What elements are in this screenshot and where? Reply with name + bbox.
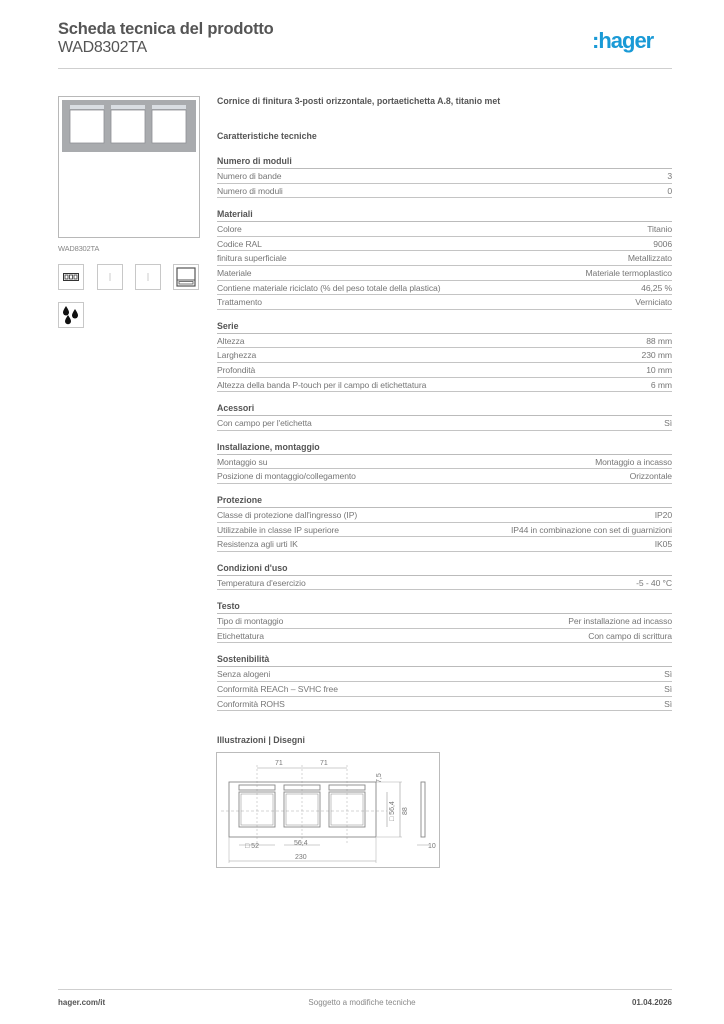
spec-row <box>217 455 672 470</box>
spec-value: 0 <box>667 185 672 196</box>
spec-value: Sì <box>664 698 672 709</box>
spec-row <box>217 237 672 252</box>
header-divider <box>58 68 672 69</box>
spec-row <box>217 508 672 523</box>
product-code: WAD8302TA <box>58 39 147 56</box>
spec-label: Resistenza agli urti IK <box>217 539 298 550</box>
spec-row <box>217 295 672 310</box>
spec-row <box>217 281 672 296</box>
spec-value: Sì <box>664 684 672 695</box>
spec-value: 10 mm <box>646 364 672 375</box>
spec-label: Numero di bande <box>217 171 282 181</box>
dim-inner-square: □ 56,4 <box>389 801 396 821</box>
spec-section-title: Condizioni d'uso <box>217 562 672 576</box>
spec-section-title: Protezione <box>217 494 672 508</box>
spec-row <box>217 222 672 237</box>
spec-row <box>217 363 672 378</box>
dim-inner-width: 56,4 <box>294 840 308 847</box>
spec-label: Materiale <box>217 267 252 278</box>
technical-drawing <box>216 752 440 868</box>
spec-row <box>217 667 672 682</box>
spec-label: Montaggio su <box>217 456 268 467</box>
label-holder-frame-icon <box>173 264 199 290</box>
spec-label: Tipo di montaggio <box>217 616 284 627</box>
spec-value: Materiale termoplastico <box>585 267 672 278</box>
spec-section <box>217 155 672 198</box>
spec-label: Conformità ROHS <box>217 698 285 709</box>
spec-label: Profondità <box>217 364 256 375</box>
spec-value: Metallizzato <box>627 253 672 264</box>
spec-row <box>217 576 672 591</box>
three-gang-frame-illustration <box>59 97 199 237</box>
spec-row <box>217 523 672 538</box>
dim-label-band: 7,5 <box>376 773 383 783</box>
spec-value: 230 mm <box>641 350 672 361</box>
spec-section-title: Serie <box>217 320 672 334</box>
spec-row <box>217 537 672 552</box>
specs-table <box>217 155 672 721</box>
spec-section <box>217 208 672 310</box>
footer-website-link[interactable]: hager.com/it <box>58 998 106 1007</box>
spec-row <box>217 266 672 281</box>
spec-section-title: Materiali <box>217 208 672 222</box>
spec-value: 9006 <box>653 238 672 249</box>
spec-row <box>217 251 672 266</box>
spec-value: Per installazione ad incasso <box>568 616 672 627</box>
spec-label: Utilizzabile in classe IP superiore <box>217 524 339 535</box>
footer-date: 01.04.2026 <box>631 998 672 1007</box>
spec-row <box>217 682 672 697</box>
spec-label: Altezza della banda P-touch per il campo di etichettatura <box>217 379 427 390</box>
spec-section <box>217 320 672 392</box>
spec-value: 6 mm <box>650 379 672 390</box>
spec-value: 88 mm <box>646 335 672 346</box>
water-drops-icon <box>58 302 84 328</box>
blank-module-icon <box>97 264 123 290</box>
hager-logo: :hager <box>592 28 654 53</box>
spec-section-title: Testo <box>217 600 672 614</box>
spec-label: Contiene materiale riciclato (% del peso totale della plastica) <box>217 282 441 293</box>
spec-value: Sì <box>664 669 672 680</box>
spec-value: Titanio <box>647 224 672 235</box>
spec-row <box>217 629 672 644</box>
spec-row <box>217 378 672 393</box>
dim-height: 88 <box>402 807 409 815</box>
illustrations-heading: Illustrazioni | Disegni <box>217 735 305 745</box>
spec-row <box>217 348 672 363</box>
spec-label: Codice RAL <box>217 238 262 249</box>
spec-section-title: Numero di moduli <box>217 155 672 169</box>
spec-section <box>217 562 672 591</box>
spec-section-title: Installazione, montaggio <box>217 441 672 455</box>
dim-pitch-1: 71 <box>275 760 283 767</box>
spec-row <box>217 416 672 431</box>
spec-section <box>217 402 672 431</box>
blank-module-icon <box>135 264 161 290</box>
spec-section-title: Sostenibilità <box>217 653 672 667</box>
spec-label: Trattamento <box>217 297 262 308</box>
dim-total-width: 230 <box>295 854 307 861</box>
spec-label: Altezza <box>217 335 245 346</box>
spec-label: Posizione di montaggio/collegamento <box>217 471 356 482</box>
product-description: Cornice di finitura 3-posti orizzontale, portaetichetta A.8, titanio met <box>217 96 501 106</box>
page-title: Scheda tecnica del prodotto <box>58 20 274 38</box>
image-caption: WAD8302TA <box>58 244 100 253</box>
spec-label: Larghezza <box>217 350 257 361</box>
spec-label: Con campo per l'etichetta <box>217 418 312 429</box>
spec-value: Orizzontale <box>629 471 672 482</box>
dim-pitch-2: 71 <box>320 760 328 767</box>
spec-row <box>217 614 672 629</box>
spec-value: 46,25 % <box>641 282 672 293</box>
spec-label: Senza alogeni <box>217 669 271 680</box>
spec-section-title: Acessori <box>217 402 672 416</box>
spec-row <box>217 469 672 484</box>
spec-label: finitura superficiale <box>217 253 287 264</box>
spec-value: Montaggio a incasso <box>595 456 672 467</box>
product-image <box>58 96 200 238</box>
footer-note: Soggetto a modifiche tecniche <box>308 998 416 1007</box>
spec-value: Sì <box>664 418 672 429</box>
spec-section <box>217 494 672 552</box>
spec-label: Etichettatura <box>217 630 264 641</box>
spec-label: Colore <box>217 224 242 235</box>
spec-label: Conformità REACh – SVHC free <box>217 684 338 695</box>
spec-value: -5 - 40 °C <box>636 577 672 588</box>
footer-divider <box>58 989 672 990</box>
spec-row <box>217 169 672 184</box>
spec-section <box>217 653 672 711</box>
spec-value: IP44 in combinazione con set di guarnizioni <box>511 524 672 535</box>
dim-depth: 10 <box>428 843 436 850</box>
spec-value: Verniciato <box>635 297 672 308</box>
spec-value: Con campo di scrittura <box>588 630 672 641</box>
spec-label: Numero di moduli <box>217 185 283 196</box>
spec-label: Classe di protezione dall'ingresso (IP) <box>217 509 358 520</box>
spec-section <box>217 441 672 484</box>
spec-value: IP20 <box>654 509 672 520</box>
three-gang-frame-icon <box>58 264 84 290</box>
spec-row <box>217 334 672 349</box>
spec-label: Temperatura d'esercizio <box>217 577 306 588</box>
spec-value: IK05 <box>654 539 672 550</box>
spec-row <box>217 184 672 199</box>
specs-heading: Caratteristiche tecniche <box>217 131 317 141</box>
spec-value: 3 <box>667 171 672 181</box>
spec-section <box>217 600 672 643</box>
dim-cutout: □ 52 <box>245 843 259 850</box>
spec-row <box>217 697 672 712</box>
